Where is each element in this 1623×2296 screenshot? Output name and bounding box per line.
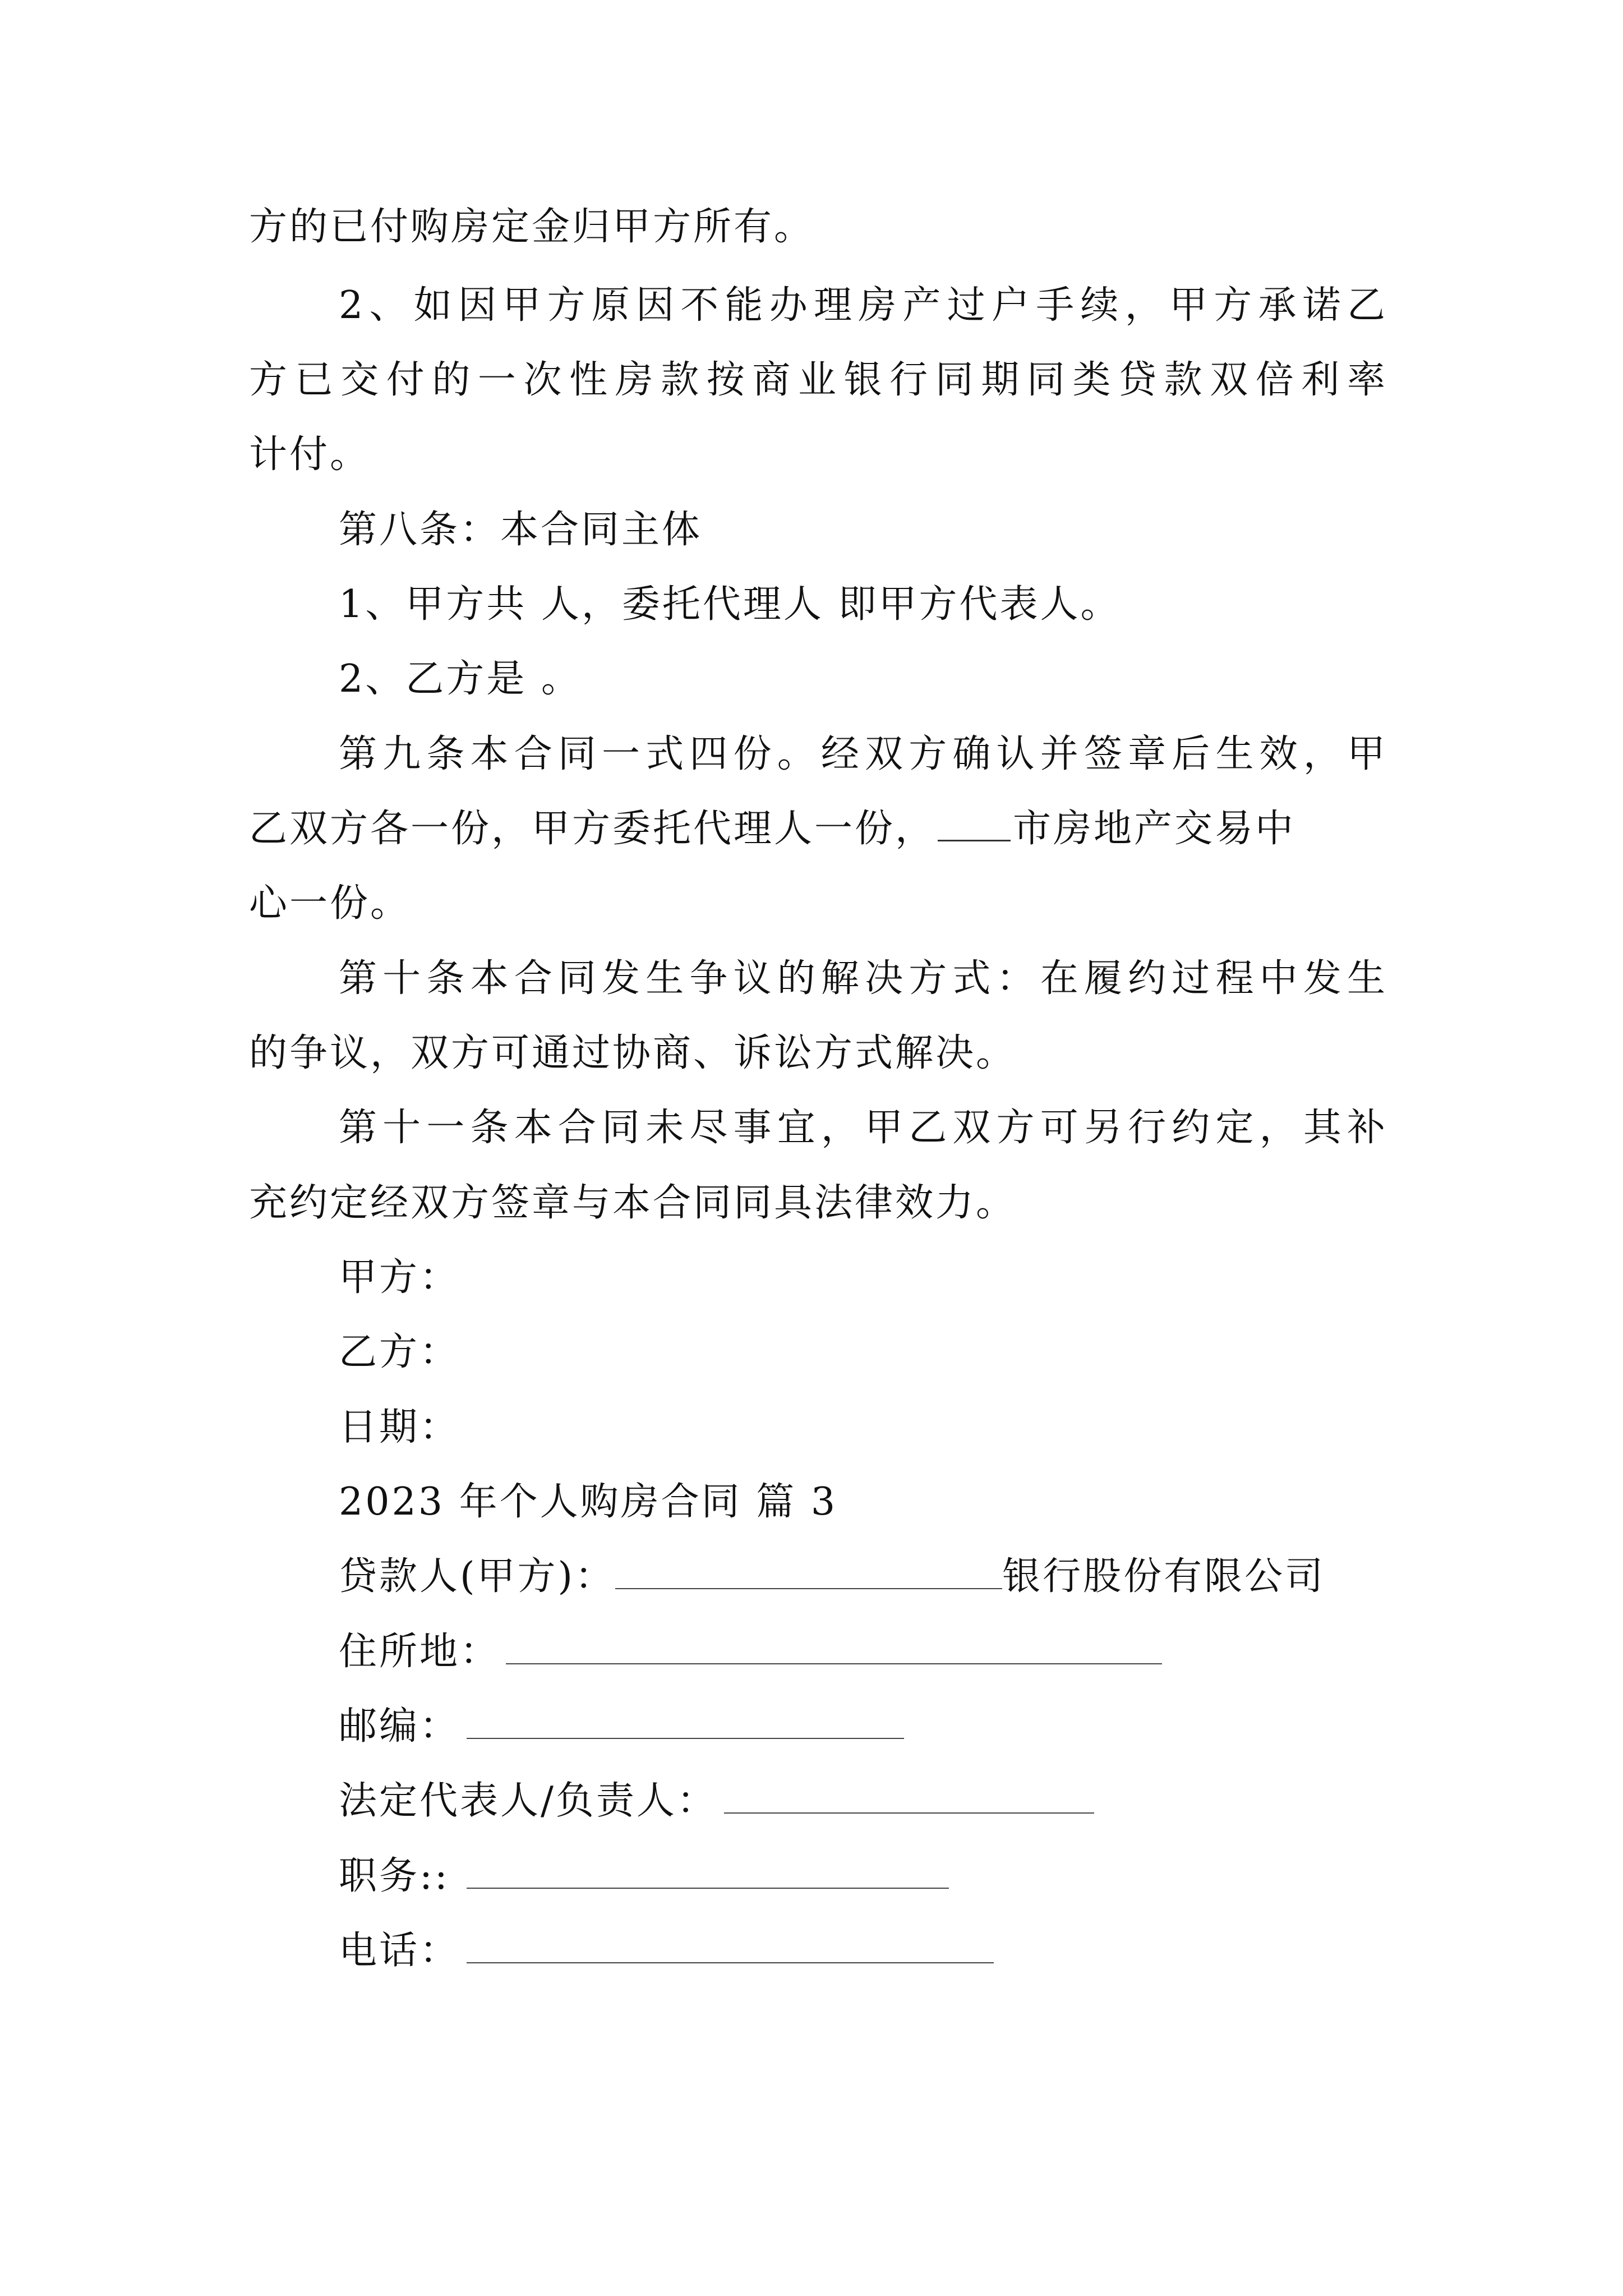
- paragraph-text: 乙双方各一份，甲方委托代理人一份，: [249, 807, 936, 851]
- position-blank: [467, 1854, 949, 1889]
- fill-blank: [938, 807, 1011, 841]
- signature-label-party-a: 甲方：: [339, 1255, 460, 1300]
- address-label: 住所地：: [339, 1630, 501, 1674]
- paragraph-line: 第九条本合同一式四份。经双方确认并签章后生效，甲: [339, 732, 1387, 776]
- paragraph-line: 心一份。: [249, 881, 411, 926]
- paragraph-line: 的争议，双方可通过协商、诉讼方式解决。: [249, 1031, 1017, 1075]
- date-label: 日期：: [339, 1405, 460, 1450]
- section-title: 2023 年个人购房合同 篇 3: [339, 1480, 838, 1524]
- paragraph-line: 第十条本合同发生争议的解决方式：在履约过程中发生: [339, 956, 1387, 1001]
- paragraph-line: 1、甲方共 人，委托代理人 即甲方代表人。: [339, 582, 1121, 627]
- section-heading: 第八条：本合同主体: [339, 508, 703, 552]
- lender-field: [339, 1552, 1325, 1602]
- paragraph-line: [249, 804, 1387, 854]
- position-label: 职务::: [339, 1854, 450, 1898]
- paragraph-line: 计付。: [249, 432, 371, 477]
- position-field: [339, 1851, 949, 1902]
- phone-blank: [467, 1929, 994, 1963]
- paragraph-text: 市房地产交易中: [1013, 807, 1296, 851]
- paragraph-line: 2、如因甲方原因不能办理房产过户手续，甲方承诺乙: [339, 283, 1387, 328]
- paragraph-line: 方的已付购房定金归甲方所有。: [249, 205, 815, 249]
- postcode-field: [339, 1701, 904, 1752]
- postcode-label: 邮编：: [339, 1704, 460, 1749]
- legal-rep-label: 法定代表人/负责人：: [339, 1779, 717, 1823]
- lender-suffix: 银行股份有限公司: [1002, 1554, 1326, 1599]
- legal-rep-blank: [724, 1779, 1094, 1814]
- lender-label: 贷款人(甲方)：: [339, 1554, 616, 1599]
- postcode-blank: [467, 1704, 904, 1739]
- paragraph-line: 方已交付的一次性房款按商业银行同期同类贷款双倍利率: [249, 358, 1387, 402]
- phone-label: 电话：: [339, 1929, 460, 1973]
- paragraph-line: 充约定经双方签章与本合同同具法律效力。: [249, 1181, 1017, 1225]
- paragraph-line: 第十一条本合同未尽事宜，甲乙双方可另行约定，其补: [339, 1106, 1387, 1150]
- signature-label-party-b: 乙方：: [339, 1330, 460, 1374]
- address-blank: [506, 1630, 1162, 1664]
- address-field: [339, 1627, 1162, 1677]
- lender-blank: [615, 1554, 1002, 1589]
- phone-field: [339, 1926, 994, 1976]
- paragraph-line: 2、乙方是 。: [339, 657, 582, 701]
- legal-rep-field: [339, 1776, 1094, 1826]
